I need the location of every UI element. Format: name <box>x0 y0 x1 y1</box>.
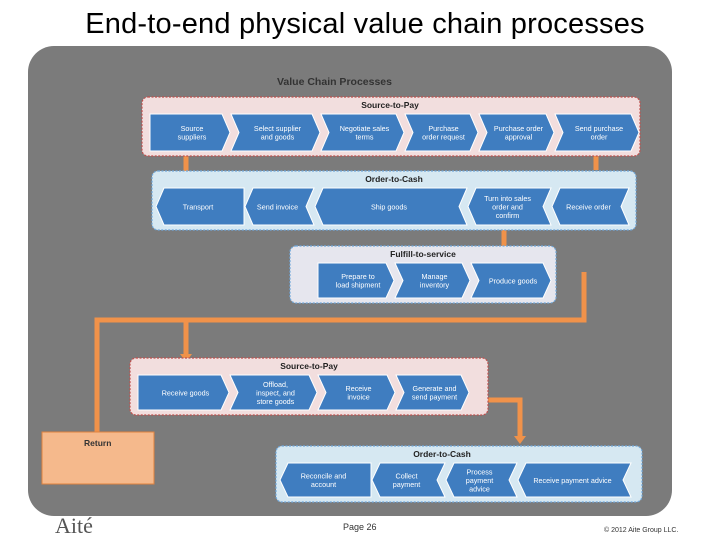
step-label: Send purchase order <box>574 124 624 142</box>
process-step <box>280 463 371 497</box>
process-step <box>518 463 631 497</box>
process-band-1 <box>142 97 640 156</box>
process-step <box>446 463 517 497</box>
step-label: Receive payment advice <box>533 475 612 485</box>
step-label: Transport <box>182 202 214 212</box>
step-label: Purchase order approval <box>493 124 544 142</box>
slide-title: End-to-end physical value chain processes <box>85 8 645 40</box>
step-label: Negotiate sales terms <box>339 124 390 142</box>
process-step <box>150 114 230 151</box>
copyright: © 2012 Aite Group LLC. <box>604 527 679 534</box>
process-band-2 <box>152 171 636 230</box>
process-step <box>156 188 244 225</box>
process-step <box>231 114 320 151</box>
process-step <box>471 263 551 298</box>
step-label: Send invoice <box>256 202 299 212</box>
step-label: Receive invoice <box>345 384 372 402</box>
process-step <box>405 114 478 151</box>
process-step <box>315 188 467 225</box>
step-label: Produce goods <box>488 276 538 286</box>
band-title: Order-to-Cash <box>413 449 471 459</box>
band-title: Fulfill-to-service <box>390 249 456 259</box>
process-step <box>395 263 470 298</box>
process-step <box>230 375 317 410</box>
step-label: Manage inventory <box>419 272 450 290</box>
process-step <box>555 114 639 151</box>
aite-logo: Aité <box>55 513 93 538</box>
process-band-4 <box>130 358 488 415</box>
step-label: Turn into sales order and confirm <box>484 193 531 220</box>
step-label: Ship goods <box>371 202 407 212</box>
step-label: Reconcile and account <box>300 471 347 490</box>
step-label: Process payment advice <box>465 467 494 494</box>
process-step <box>372 463 445 497</box>
process-step <box>318 375 395 410</box>
band-title: Order-to-Cash <box>365 174 423 184</box>
process-step <box>321 114 404 151</box>
process-step <box>245 188 314 225</box>
process-step <box>138 375 229 410</box>
process-band-5 <box>276 446 642 502</box>
step-label: Source suppliers <box>177 124 207 142</box>
band-title: Source-to-Pay <box>280 361 338 371</box>
return-label: Return <box>84 438 112 448</box>
process-step <box>552 188 629 225</box>
process-step <box>479 114 554 151</box>
process-step <box>396 375 469 410</box>
band-title: Source-to-Pay <box>361 100 419 110</box>
diagram-title: Value Chain Processes <box>277 76 392 88</box>
page-number: Page 26 <box>343 522 377 532</box>
step-label: Collect payment <box>392 471 421 490</box>
step-label: Generate and send payment <box>411 384 458 402</box>
step-label: Purchase order request <box>422 124 465 142</box>
step-label: Offload, inspect, and store goods <box>256 379 295 406</box>
process-band-3 <box>290 246 556 303</box>
step-label: Select supplier and goods <box>253 124 302 142</box>
process-step <box>468 188 551 225</box>
process-step <box>318 263 394 298</box>
step-label: Prepare to load shipment <box>335 272 381 290</box>
step-label: Receive order <box>566 202 611 212</box>
step-label: Receive goods <box>161 388 210 398</box>
